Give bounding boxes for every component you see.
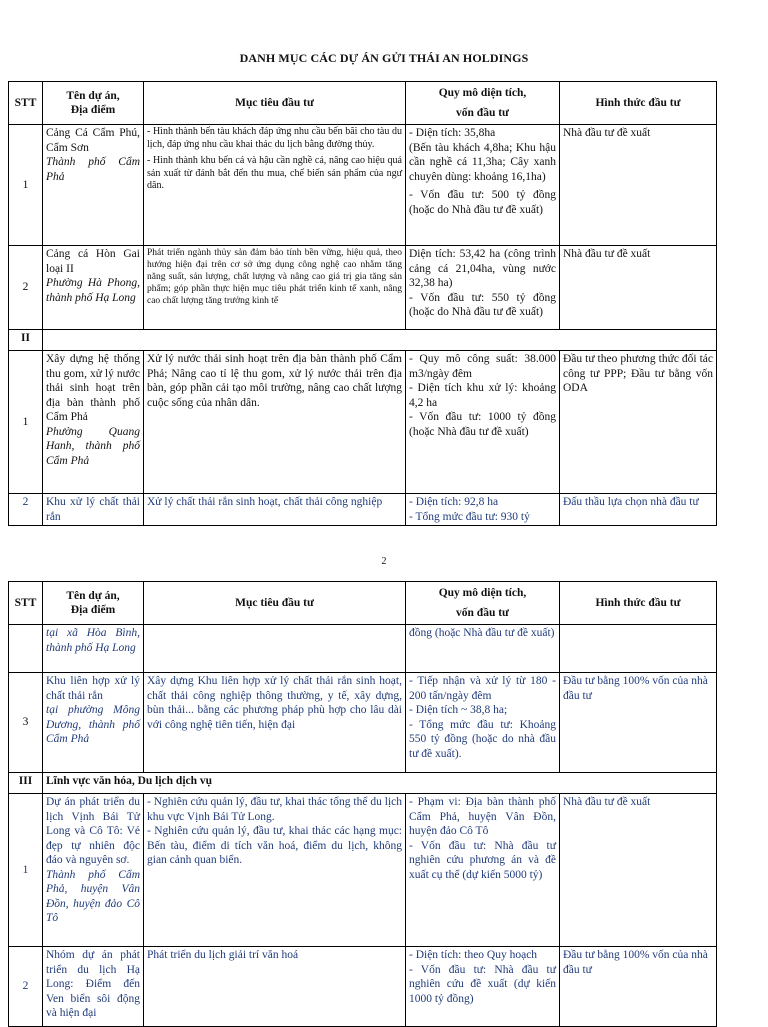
form-cell: Đầu tư theo phương thức đối tác công tư PPP; Đầu tư bằng vốn ODA xyxy=(560,351,717,494)
table-row xyxy=(9,794,717,947)
section-row xyxy=(9,773,717,794)
scale-cell xyxy=(406,246,560,330)
goal-text: - Hình thành bến tàu khách đáp ứng nhu cầu bến bãi cho tàu du lịch, đáp ứng nhu cầu khai thác du lịch bằng đường thủy. xyxy=(147,126,402,150)
project-table-page2 xyxy=(8,581,717,1027)
scale-text: - Tổng mức đầu tư: Khoảng 550 tỷ đồng (hoặc do nhà đầu tư đề xuất). xyxy=(409,718,556,760)
project-name: Cảng Cá Cẩm Phú, Cẩm Sơn xyxy=(46,127,140,154)
scale-text: - Diện tích: theo Quy hoạch xyxy=(409,949,538,961)
form-cell: Nhà đầu tư đề xuất xyxy=(560,246,717,330)
project-name: Dự án phát triển du lịch Vịnh Bái Tử Long và Cô Tô: Vẻ đẹp tự nhiên độc đáo và nguyên sơ. xyxy=(46,796,140,866)
scale-text: - Vốn đầu tư: Nhà đầu tư nghiên cứu đề xuất (dự kiến 1000 tỷ đồng) xyxy=(409,963,556,1005)
row-stt: 1 xyxy=(9,794,43,947)
row-stt: 2 xyxy=(9,246,43,330)
goal-text: - Nghiên cứu quản lý, đầu tư, khai thác các hạng mục: Bến tàu, điểm di tích văn hoá, điểm du lịch, không gian cảnh quan biển. xyxy=(147,825,402,866)
table-row xyxy=(9,673,717,773)
goal-cell: Xử lý chất thải rắn sinh hoạt, chất thải công nghiệp xyxy=(144,494,406,526)
scale-text: - Phạm vi: Địa bàn thành phố Cẩm Phả, huyện Vân Đồn, huyện đảo Cô Tô xyxy=(409,796,556,837)
header-stt: STT xyxy=(9,82,43,125)
scale-text: đồng (hoặc Nhà đầu tư đề xuất) xyxy=(406,625,560,673)
project-name: Xây dựng hệ thống thu gom, xử lý nước thải sinh hoạt trên địa bàn thành phố Cẩm Phả xyxy=(46,353,140,423)
project-name-cell xyxy=(43,125,144,246)
goal-text: - Hình thành khu bến cá và hậu cần nghề cá, nâng cao hiệu quả sản xuất từ đánh bắt đến thu mua, chế biến sản phẩm của ngư dân. xyxy=(147,155,402,191)
document-title: DANH MỤC CÁC DỰ ÁN GỬI THÁI AN HOLDINGS xyxy=(239,51,529,65)
goal-cell: Phát triển ngành thủy sản đảm bảo tính bền vững, hiệu quả, theo hướng hiện đại trên cơ sở ứng dụng công nghệ cao nhằm tăng năng suất, sản lượng, chất lượng và nâng cao giá trị gia tăng sản phẩm; góp phần thực hiện mục tiêu phát triển kinh tế xanh, nâng cao chất lượng tăng trưởng kinh tế xyxy=(144,246,406,330)
project-table-page1 xyxy=(8,81,717,526)
project-name: Nhóm dự án phát triển du lịch Hạ Long: Điểm đến Ven biển sôi động và hiện đại xyxy=(43,947,144,1027)
section-row xyxy=(9,330,717,351)
table-row xyxy=(9,494,717,526)
form-cell: Đầu tư bằng 100% vốn của nhà đầu tư xyxy=(560,947,717,1027)
scale-text: - Vốn đầu tư: 1000 tỷ đồng (hoặc Nhà đầu tư đề xuất) xyxy=(409,411,556,438)
table-row xyxy=(9,246,717,330)
scale-cell xyxy=(406,494,560,526)
form-cell: Nhà đầu tư đề xuất xyxy=(560,794,717,947)
scale-cell xyxy=(406,673,560,773)
project-place: tại phường Mông Dương, thành phố Cẩm Phả xyxy=(46,704,140,745)
project-name: Khu xử lý chất thải rắn xyxy=(43,494,144,526)
scale-text: - Quy mô công suất: 38.000 m3/ngày đêm xyxy=(409,353,556,380)
scale-text: (Bến tàu khách 4,8ha; Khu hậu cần nghề cá 11,3ha; Cây xanh chuyên dùng: khoảng 16,1ha) xyxy=(409,141,556,183)
table-row xyxy=(9,351,717,494)
header-form: Hình thức đầu tư xyxy=(560,582,717,625)
table-row xyxy=(9,125,717,246)
project-name-cell xyxy=(43,351,144,494)
scale-text: - Diện tích: 35,8ha xyxy=(409,127,496,139)
header-scale: Quy mô diện tích, vốn đầu tư xyxy=(406,582,560,625)
goal-cell: Xử lý nước thải sinh hoạt trên địa bàn thành phố Cẩm Phả; Nâng cao tỉ lệ thu gom, xử lý nước thải trên địa bàn, góp phần cải tạo môi trường, nâng cao chất lượng cuộc sống của nhân dân. xyxy=(144,351,406,494)
goal-cell xyxy=(144,625,406,673)
project-name: Cảng cá Hòn Gai loại II xyxy=(46,248,140,275)
project-place: Thành phố Cẩm Phả xyxy=(46,156,140,183)
scale-cell xyxy=(406,794,560,947)
goal-cell: Xây dựng Khu liên hợp xử lý chất thải rắn sinh hoạt, chất thải công nghiệp thông thường, y tế, xây dựng, bùn thải... bằng các phương pháp phù hợp cho lâu dài với công nghệ tiên tiến, hiện đại xyxy=(144,673,406,773)
table-header-row xyxy=(9,582,717,625)
scale-cell xyxy=(406,947,560,1027)
section-label: II xyxy=(9,330,43,351)
scale-text: - Vốn đầu tư: Nhà đầu tư nghiên cứu phương án và đề xuất cụ thể (dự kiến 5000 tỷ) xyxy=(409,839,556,881)
scale-text: Diện tích: 53,42 ha (công trình cảng cá 21,04ha, vùng nước 32,38 ha) xyxy=(409,248,556,289)
goal-cell xyxy=(144,794,406,947)
scale-text: - Diện tích ~ 38,8 ha; xyxy=(409,704,508,716)
project-place: Thành phố Cẩm Phả, huyện Vân Đồn, huyện đảo Cô Tô xyxy=(46,868,140,924)
form-cell: Đấu thầu lựa chọn nhà đầu tư xyxy=(560,494,717,526)
row-stt xyxy=(9,625,43,673)
section-label: III xyxy=(9,773,43,794)
scale-text: - Tổng mức đầu tư: 930 tỷ xyxy=(409,510,530,523)
form-cell xyxy=(560,625,717,673)
page-number: 2 xyxy=(381,556,387,567)
section-title: Lĩnh vực văn hóa, Du lịch dịch vụ xyxy=(43,773,717,794)
project-name-cell xyxy=(43,794,144,947)
header-name: Tên dự án, Địa điểm xyxy=(43,582,144,625)
row-stt: 2 xyxy=(9,947,43,1027)
goal-text: - Nghiên cứu quản lý, đầu tư, khai thác tổng thể du lịch khu vực Vịnh Bái Tử Long. xyxy=(147,796,402,823)
scale-text: - Vốn đầu tư: 500 tỷ đồng (hoặc do Nhà đầu tư đề xuất) xyxy=(409,189,556,216)
scale-cell xyxy=(406,125,560,246)
table-row-continued xyxy=(9,625,717,673)
header-name: Tên dự án, Địa điểm xyxy=(43,82,144,125)
scale-text: - Vốn đầu tư: 550 tỷ đồng (hoặc do Nhà đầu tư đề xuất) xyxy=(409,291,556,318)
row-stt: 2 xyxy=(9,494,43,526)
row-stt: 3 xyxy=(9,673,43,773)
header-scale: Quy mô diện tích, vốn đầu tư xyxy=(406,82,560,125)
scale-cell xyxy=(406,351,560,494)
goal-cell xyxy=(144,125,406,246)
form-cell: Nhà đầu tư đề xuất xyxy=(560,125,717,246)
header-stt: STT xyxy=(9,582,43,625)
row-stt: 1 xyxy=(9,351,43,494)
project-name-cell xyxy=(43,246,144,330)
scale-text: - Tiếp nhận và xử lý từ 180 - 200 tấn/ngày đêm xyxy=(409,675,556,702)
goal-cell: Phát triển du lịch giải trí văn hoá xyxy=(144,947,406,1027)
project-place: Phường Hà Phong, thành phố Hạ Long xyxy=(46,277,140,304)
project-place: tại xã Hòa Bình, thành phố Hạ Long xyxy=(43,625,144,673)
form-cell: Đầu tư bằng 100% vốn của nhà đầu tư xyxy=(560,673,717,773)
project-name: Khu liên hợp xử lý chất thải rắn xyxy=(46,675,140,702)
header-form: Hình thức đầu tư xyxy=(560,82,717,125)
section-title xyxy=(43,330,717,351)
table-row xyxy=(9,947,717,1027)
header-goal: Mục tiêu đầu tư xyxy=(144,582,406,625)
row-stt: 1 xyxy=(9,125,43,246)
scale-text: - Diện tích: 92,8 ha xyxy=(409,496,499,508)
table-header-row xyxy=(9,82,717,125)
header-goal: Mục tiêu đầu tư xyxy=(144,82,406,125)
project-place: Phường Quang Hanh, thành phố Cẩm Phả xyxy=(46,425,140,467)
scale-text: - Diện tích khu xử lý: khoảng 4,2 ha xyxy=(409,382,556,409)
project-name-cell xyxy=(43,673,144,773)
